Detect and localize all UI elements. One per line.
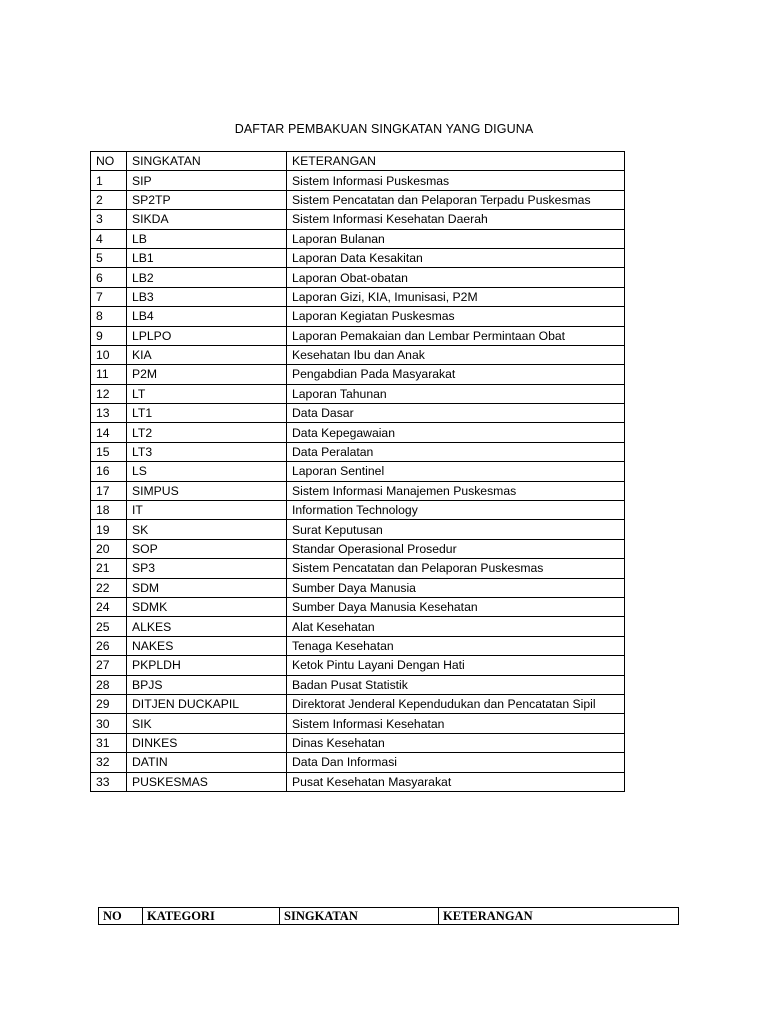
cell-no: 13 [91, 404, 127, 423]
cell-no: 10 [91, 345, 127, 364]
cell-keterangan: Data Kepegawaian [287, 423, 625, 442]
cell-no: 15 [91, 442, 127, 461]
cell-keterangan: Laporan Tahunan [287, 384, 625, 403]
cell-singkatan: DITJEN DUCKAPIL [127, 694, 287, 713]
header-singkatan: SINGKATAN [280, 908, 439, 925]
table-row [91, 694, 625, 713]
header-keterangan: KETERANGAN [439, 908, 679, 925]
category-table-header-row [99, 908, 679, 925]
table-row [91, 287, 625, 306]
cell-no: 16 [91, 462, 127, 481]
cell-keterangan: Sistem Informasi Manajemen Puskesmas [287, 481, 625, 500]
table-row [91, 753, 625, 772]
cell-no: 17 [91, 481, 127, 500]
table-row [91, 559, 625, 578]
cell-singkatan: SP2TP [127, 190, 287, 209]
cell-singkatan: PKPLDH [127, 656, 287, 675]
cell-singkatan: LT [127, 384, 287, 403]
table-row [91, 597, 625, 616]
cell-keterangan: Sistem Pencatatan dan Pelaporan Terpadu Puskesmas [287, 190, 625, 209]
cell-keterangan: Laporan Kegiatan Puskesmas [287, 307, 625, 326]
cell-singkatan: KIA [127, 345, 287, 364]
table-header-row [91, 152, 625, 171]
cell-keterangan: Data Peralatan [287, 442, 625, 461]
cell-keterangan: Tenaga Kesehatan [287, 636, 625, 655]
table-row [91, 617, 625, 636]
cell-keterangan: Standar Operasional Prosedur [287, 539, 625, 558]
cell-no: 29 [91, 694, 127, 713]
table-row [91, 404, 625, 423]
cell-singkatan: SIK [127, 714, 287, 733]
header-no: NO [91, 152, 127, 171]
category-table [98, 907, 679, 925]
cell-no: 18 [91, 501, 127, 520]
header-no: NO [99, 908, 143, 925]
cell-no: 1 [91, 171, 127, 190]
cell-no: 26 [91, 636, 127, 655]
cell-keterangan: Surat Keputusan [287, 520, 625, 539]
cell-singkatan: SIP [127, 171, 287, 190]
cell-singkatan: PUSKESMAS [127, 772, 287, 791]
table-row [91, 714, 625, 733]
cell-singkatan: SP3 [127, 559, 287, 578]
table-row [91, 171, 625, 190]
cell-singkatan: SOP [127, 539, 287, 558]
cell-keterangan: Ketok Pintu Layani Dengan Hati [287, 656, 625, 675]
cell-keterangan: Data Dasar [287, 404, 625, 423]
table-row [91, 365, 625, 384]
page-title: DAFTAR PEMBAKUAN SINGKATAN YANG DIGUNA [234, 122, 534, 136]
cell-keterangan: Sistem Pencatatan dan Pelaporan Puskesmas [287, 559, 625, 578]
table-row [91, 384, 625, 403]
cell-no: 32 [91, 753, 127, 772]
cell-singkatan: LPLPO [127, 326, 287, 345]
cell-no: 11 [91, 365, 127, 384]
cell-no: 30 [91, 714, 127, 733]
table-row [91, 462, 625, 481]
cell-no: 31 [91, 733, 127, 752]
cell-no: 27 [91, 656, 127, 675]
cell-keterangan: Laporan Data Kesakitan [287, 248, 625, 267]
table-row [91, 326, 625, 345]
cell-no: 5 [91, 248, 127, 267]
cell-singkatan: SK [127, 520, 287, 539]
cell-singkatan: NAKES [127, 636, 287, 655]
abbreviation-table-body [91, 171, 625, 792]
abbreviation-table [90, 151, 625, 792]
cell-keterangan: Sistem Informasi Kesehatan Daerah [287, 210, 625, 229]
table-row [91, 268, 625, 287]
table-row [91, 190, 625, 209]
cell-singkatan: BPJS [127, 675, 287, 694]
cell-singkatan: DINKES [127, 733, 287, 752]
cell-singkatan: SIKDA [127, 210, 287, 229]
header-singkatan: SINGKATAN [127, 152, 287, 171]
header-keterangan: KETERANGAN [287, 152, 625, 171]
table-row [91, 248, 625, 267]
cell-no: 2 [91, 190, 127, 209]
cell-keterangan: Badan Pusat Statistik [287, 675, 625, 694]
cell-singkatan: SDM [127, 578, 287, 597]
cell-keterangan: Sumber Daya Manusia [287, 578, 625, 597]
table-row [91, 675, 625, 694]
table-row [91, 539, 625, 558]
cell-keterangan: Laporan Sentinel [287, 462, 625, 481]
table-row [91, 345, 625, 364]
cell-keterangan: Sistem Informasi Kesehatan [287, 714, 625, 733]
table-row [91, 656, 625, 675]
cell-singkatan: LB4 [127, 307, 287, 326]
cell-keterangan: Data Dan Informasi [287, 753, 625, 772]
cell-no: 25 [91, 617, 127, 636]
cell-keterangan: Laporan Bulanan [287, 229, 625, 248]
table-row [91, 772, 625, 791]
cell-keterangan: Dinas Kesehatan [287, 733, 625, 752]
cell-keterangan: Information Technology [287, 501, 625, 520]
cell-no: 19 [91, 520, 127, 539]
cell-singkatan: IT [127, 501, 287, 520]
cell-keterangan: Direktorat Jenderal Kependudukan dan Pencatatan Sipil [287, 694, 625, 713]
table-row [91, 636, 625, 655]
table-row [91, 229, 625, 248]
cell-singkatan: LT3 [127, 442, 287, 461]
cell-keterangan: Laporan Pemakaian dan Lembar Permintaan Obat [287, 326, 625, 345]
table-row [91, 520, 625, 539]
cell-no: 22 [91, 578, 127, 597]
cell-singkatan: LB1 [127, 248, 287, 267]
cell-no: 24 [91, 597, 127, 616]
cell-singkatan: LT2 [127, 423, 287, 442]
cell-no: 12 [91, 384, 127, 403]
table-row [91, 307, 625, 326]
cell-keterangan: Sumber Daya Manusia Kesehatan [287, 597, 625, 616]
cell-singkatan: LB2 [127, 268, 287, 287]
cell-singkatan: SDMK [127, 597, 287, 616]
cell-singkatan: SIMPUS [127, 481, 287, 500]
table-row [91, 501, 625, 520]
cell-no: 8 [91, 307, 127, 326]
cell-no: 20 [91, 539, 127, 558]
cell-singkatan: LB [127, 229, 287, 248]
cell-no: 14 [91, 423, 127, 442]
table-row [91, 442, 625, 461]
cell-no: 21 [91, 559, 127, 578]
cell-singkatan: LT1 [127, 404, 287, 423]
table-row [91, 733, 625, 752]
cell-keterangan: Alat Kesehatan [287, 617, 625, 636]
cell-no: 3 [91, 210, 127, 229]
header-kategori: KATEGORI [143, 908, 280, 925]
cell-no: 7 [91, 287, 127, 306]
cell-keterangan: Laporan Obat-obatan [287, 268, 625, 287]
cell-singkatan: DATIN [127, 753, 287, 772]
table-row [91, 423, 625, 442]
cell-no: 28 [91, 675, 127, 694]
table-row [91, 481, 625, 500]
cell-keterangan: Sistem Informasi Puskesmas [287, 171, 625, 190]
cell-singkatan: P2M [127, 365, 287, 384]
cell-no: 9 [91, 326, 127, 345]
table-row [91, 578, 625, 597]
cell-keterangan: Pengabdian Pada Masyarakat [287, 365, 625, 384]
cell-singkatan: ALKES [127, 617, 287, 636]
cell-no: 6 [91, 268, 127, 287]
cell-singkatan: LS [127, 462, 287, 481]
cell-keterangan: Kesehatan Ibu dan Anak [287, 345, 625, 364]
cell-no: 4 [91, 229, 127, 248]
cell-no: 33 [91, 772, 127, 791]
table-row [91, 210, 625, 229]
cell-keterangan: Pusat Kesehatan Masyarakat [287, 772, 625, 791]
cell-singkatan: LB3 [127, 287, 287, 306]
cell-keterangan: Laporan Gizi, KIA, Imunisasi, P2M [287, 287, 625, 306]
